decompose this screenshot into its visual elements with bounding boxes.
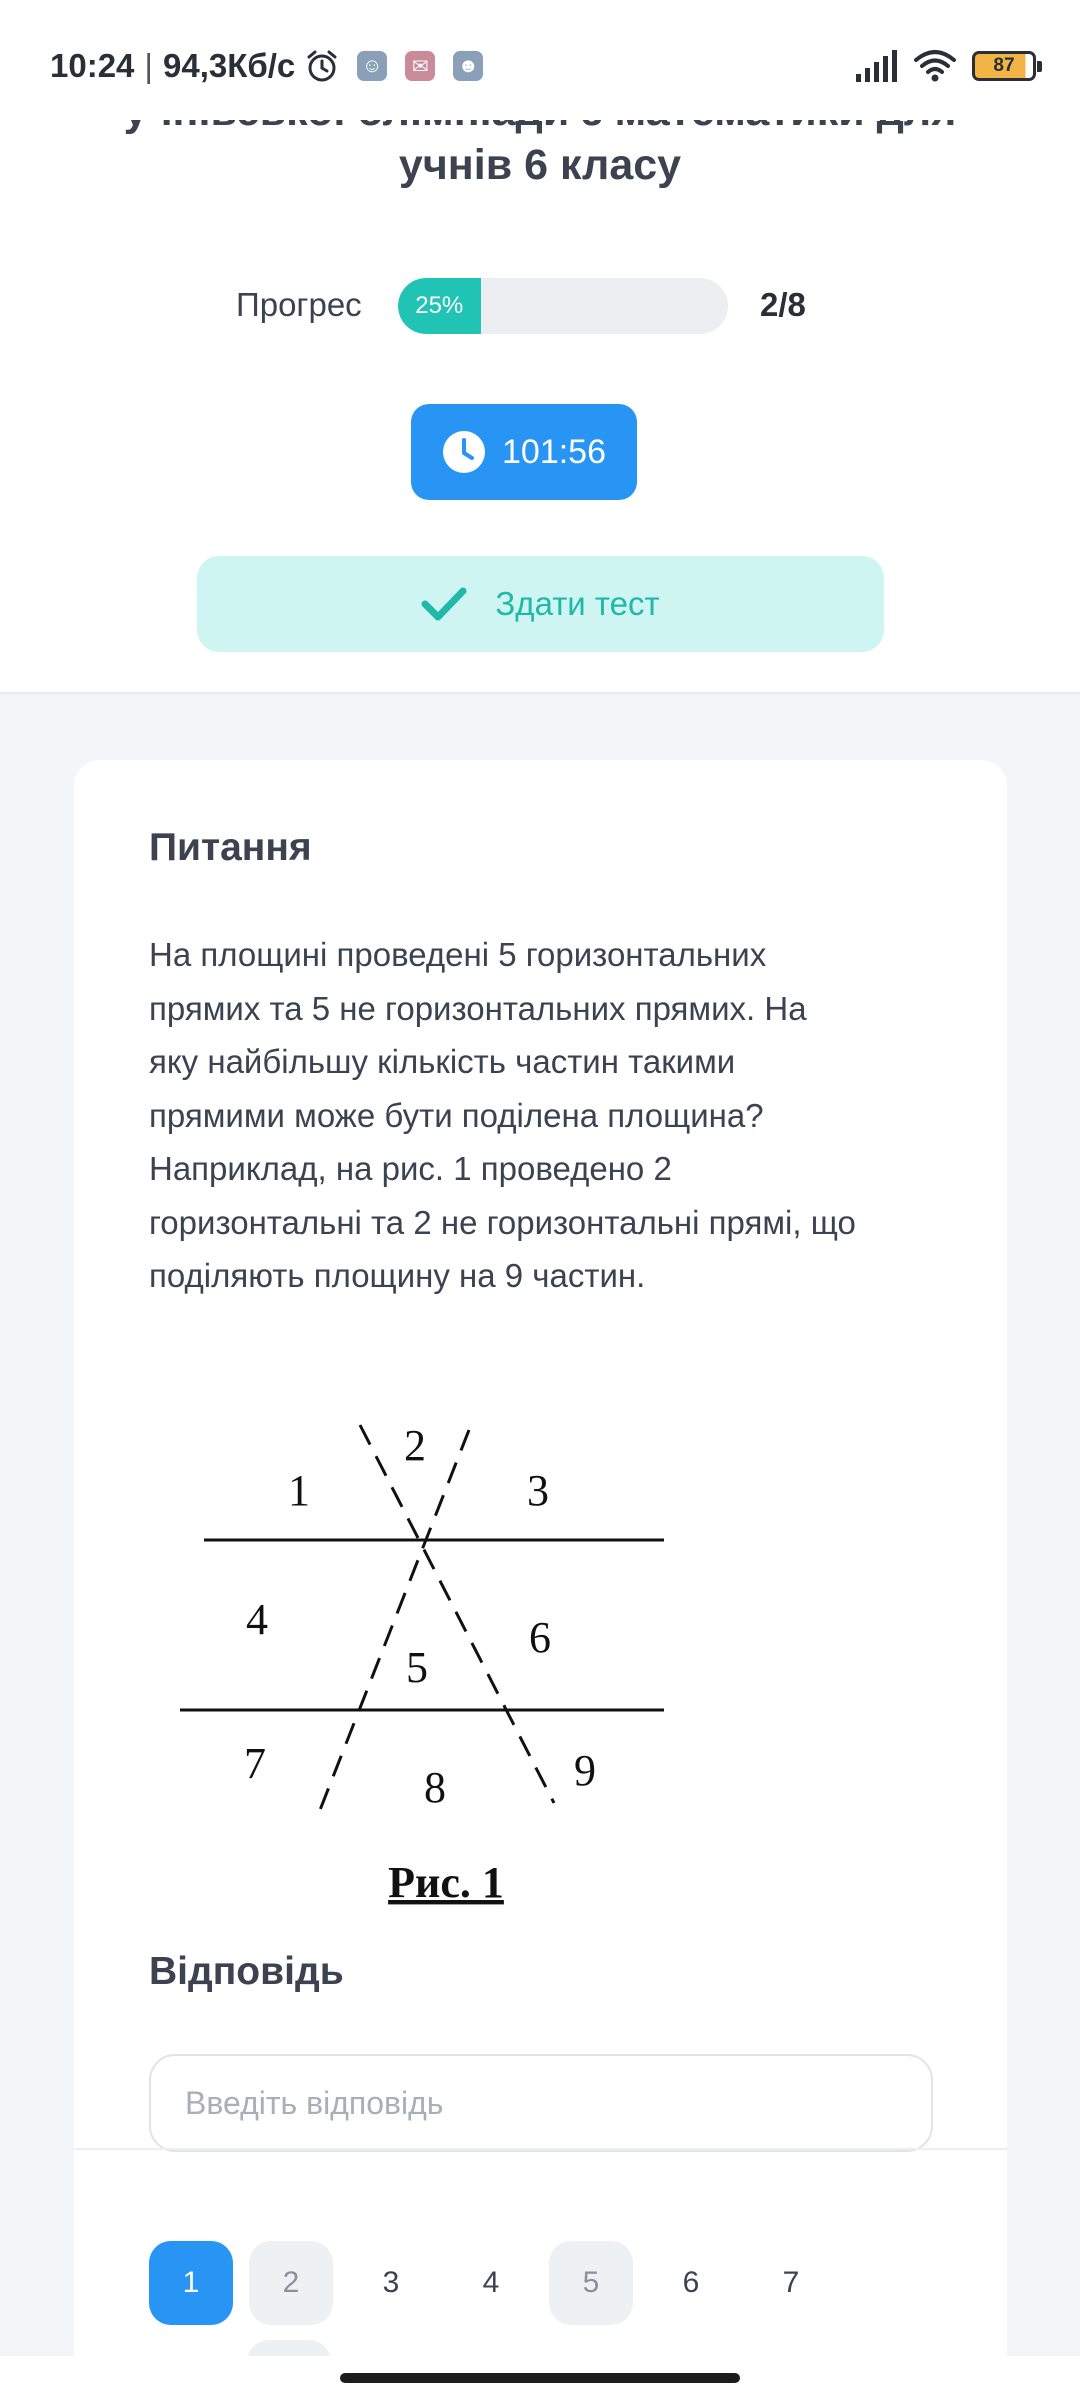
dashed-line-2 xyxy=(320,1430,469,1810)
figure-lines-diagram xyxy=(174,1380,734,1940)
region-label: 4 xyxy=(246,1595,268,1644)
progress-label: Прогрес xyxy=(236,286,362,323)
progress-bar xyxy=(398,278,728,334)
status-bar-right xyxy=(856,44,1036,88)
page-button-5[interactable]: 5 xyxy=(549,2241,633,2325)
question-pager xyxy=(149,2241,833,2325)
region-label: 2 xyxy=(404,1421,426,1470)
question-heading: Питання xyxy=(149,826,312,869)
page-button-1[interactable]: 1 xyxy=(149,2241,233,2325)
notification-app-icon-2: ☻ xyxy=(453,51,483,81)
question-line: На площині проведені 5 горизонтальних xyxy=(149,936,767,973)
wifi-icon xyxy=(914,50,956,82)
progress-bar-fill xyxy=(398,278,481,334)
home-indicator[interactable] xyxy=(340,2373,740,2383)
progress-row xyxy=(0,276,1080,332)
question-line: поділяють площину на 9 частин. xyxy=(149,1257,646,1294)
page-button-7[interactable]: 7 xyxy=(749,2241,833,2325)
checkmark-icon xyxy=(421,586,467,622)
battery-level: 87 xyxy=(993,55,1015,76)
status-time: 10:24 xyxy=(50,47,135,84)
submit-test-label: Здати тест xyxy=(495,585,660,622)
region-label: 7 xyxy=(244,1739,266,1788)
region-label: 3 xyxy=(527,1466,549,1515)
status-bar-left xyxy=(50,44,483,88)
timer-button[interactable] xyxy=(411,404,637,500)
region-label: 8 xyxy=(424,1763,446,1812)
question-line: яку найбільшу кількість частин такими xyxy=(149,1043,736,1080)
question-card xyxy=(74,760,1007,2400)
page-button-3[interactable]: 3 xyxy=(349,2241,433,2325)
submit-test-button[interactable] xyxy=(197,556,884,652)
progress-count: 2/8 xyxy=(760,286,806,323)
answer-heading: Відповідь xyxy=(149,1950,344,1993)
region-label: 5 xyxy=(406,1643,428,1692)
alarm-icon xyxy=(305,49,339,83)
test-title-line-2: учнів 6 класу xyxy=(398,141,682,189)
question-line: прямих та 5 не горизонтальних прямих. На xyxy=(149,989,807,1027)
notification-app-icon: ☺ xyxy=(357,51,387,81)
status-separator: | xyxy=(144,47,153,84)
figure-caption: Рис. 1 xyxy=(388,1858,504,1907)
question-text xyxy=(149,928,949,1303)
question-line: горизонтальні та 2 не горизонтальні прямі, що xyxy=(149,1203,856,1241)
battery-icon xyxy=(972,51,1036,81)
timer-value: 101:56 xyxy=(502,432,606,471)
dashed-line-1 xyxy=(360,1425,554,1803)
page-button-2[interactable]: 2 xyxy=(249,2241,333,2325)
progress-percent: 25% xyxy=(415,292,464,319)
status-bar xyxy=(0,0,1080,120)
answer-input[interactable] xyxy=(149,2054,933,2152)
notification-mail-icon: ✉ xyxy=(405,51,435,81)
question-line: Наприклад, на рис. 1 проведено 2 xyxy=(149,1150,672,1187)
clock-icon xyxy=(442,430,486,474)
page-button-6[interactable]: 6 xyxy=(649,2241,733,2325)
region-label: 9 xyxy=(574,1746,596,1795)
network-speed: 94,3Кб/с xyxy=(162,47,296,84)
system-nav-bar xyxy=(0,2356,1080,2400)
page-button-4[interactable]: 4 xyxy=(449,2241,533,2325)
card-divider xyxy=(74,2148,1007,2150)
signal-icon xyxy=(856,50,898,82)
region-label: 1 xyxy=(288,1466,310,1515)
region-label: 6 xyxy=(529,1613,551,1662)
question-line: прямими може бути поділена площина? xyxy=(149,1096,764,1134)
